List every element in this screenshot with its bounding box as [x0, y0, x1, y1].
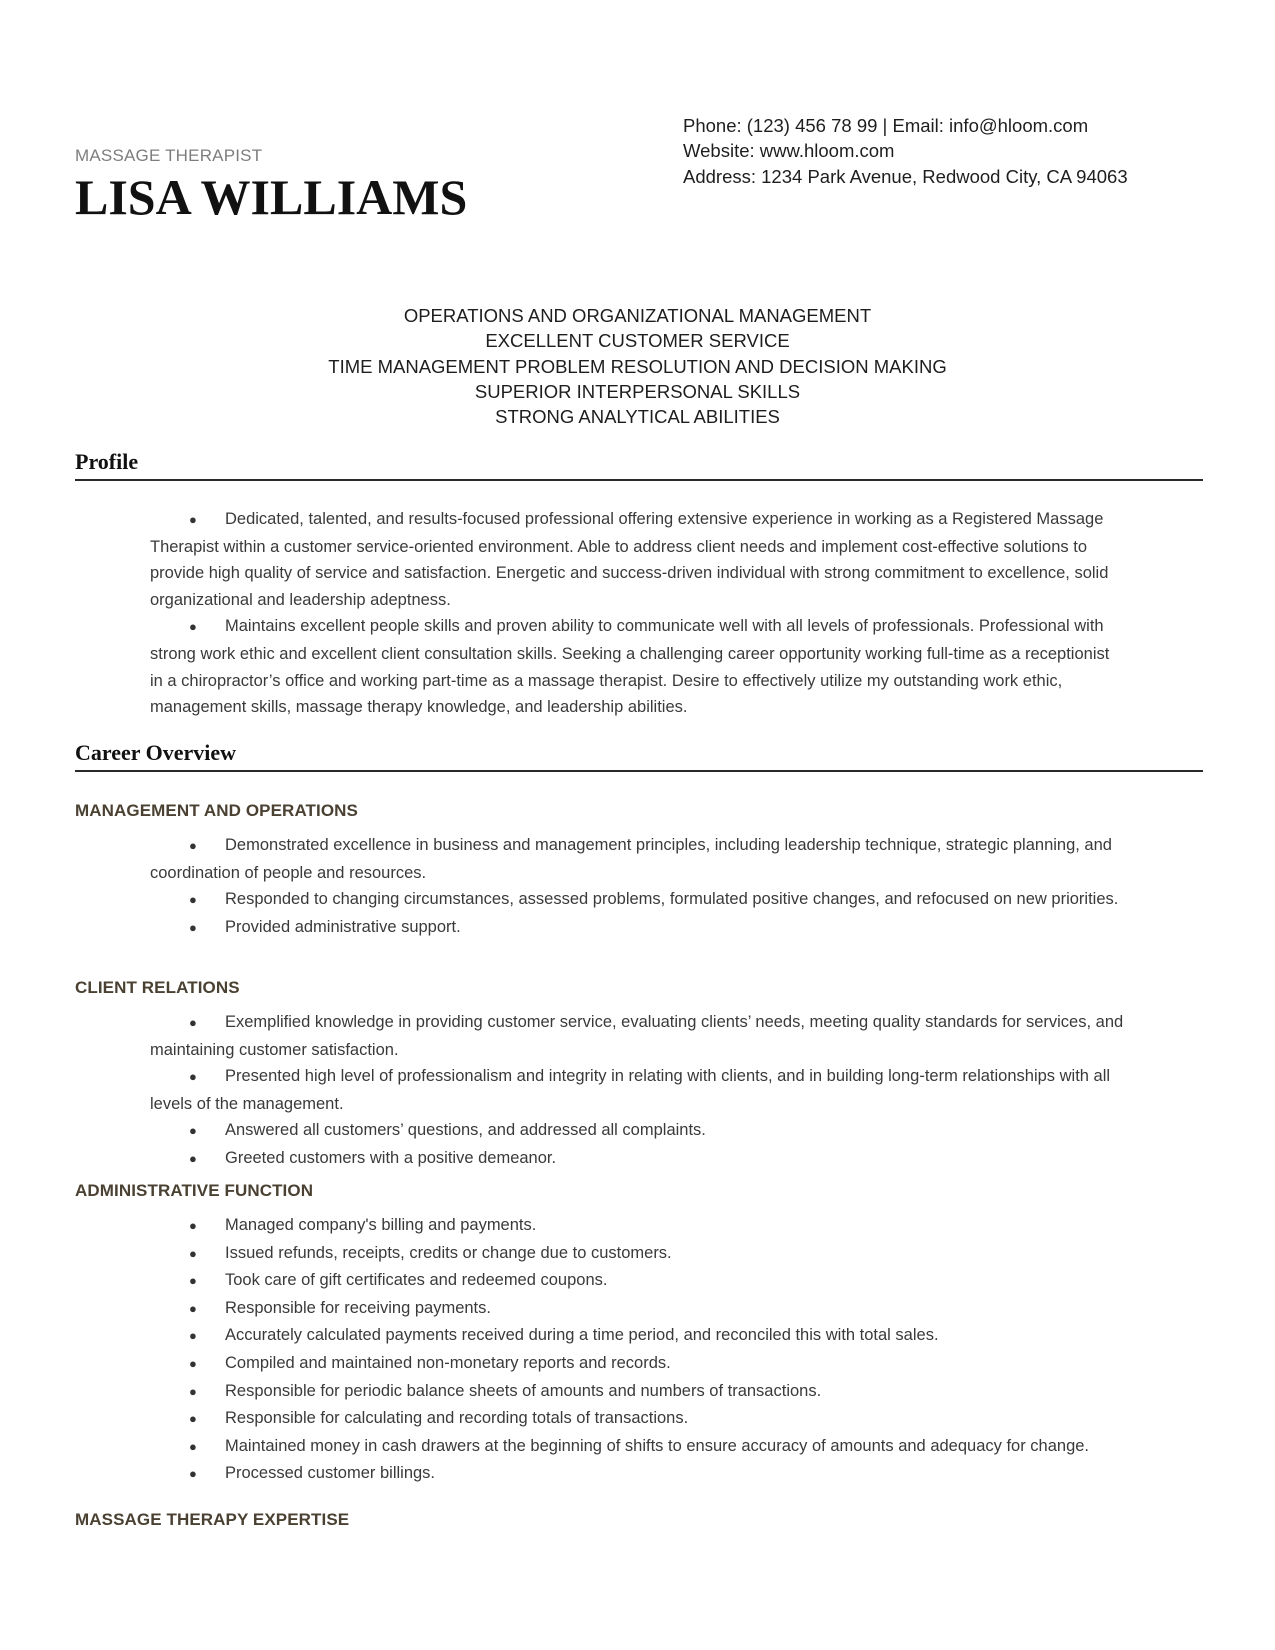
contact-block — [683, 113, 1128, 189]
management-operations-list — [75, 832, 1125, 941]
list-item-text: Maintained money in cash drawers at the beginning of shifts to ensure accuracy of amounts and adequacy for change. — [225, 1436, 1090, 1455]
list-item-text: Managed company's billing and payments. — [225, 1216, 537, 1234]
list-item: ● Maintains excellent people skills and proven ability to communicate well with all levels of professionals. Professional with strong work ethic and excellent client consultation skills. Seeking a challenging career opportunity working full-time as a receptionist in a chiropractor’s office and working part-time as a massage therapist. Desire to effectively utilize my outstanding work ethic, management skills, massage therapy knowledge, and leadership abilities. — [150, 617, 1110, 717]
massage-therapy-expertise-heading: MASSAGE THERAPY EXPERTISE — [75, 1510, 350, 1529]
list-item-text: Compiled and maintained non-monetary reports and records. — [225, 1353, 671, 1372]
list-item-text: Responsible for periodic balance sheets of amounts and numbers of transactions. — [225, 1381, 822, 1400]
list-item: ● Answered all customers’ questions, and addressed all complaints. — [189, 1121, 706, 1140]
list-item: ● Processed customer billings. — [189, 1464, 436, 1483]
list-item-text: Accurately calculated payments received during a time period, and reconciled this with total sales. — [225, 1326, 939, 1345]
list-item-text: Greeted customers with a positive demeanor. — [225, 1148, 557, 1167]
list-item: ● Compiled and maintained non-monetary reports and records. — [189, 1353, 671, 1372]
list-item: ● Exemplified knowledge in providing customer service, evaluating clients’ needs, meeting quality standards for services, and maintaining customer satisfaction. — [150, 1013, 1124, 1059]
list-item: ● Responsible for calculating and recording totals of transactions. — [189, 1409, 689, 1428]
list-item: ● Issued refunds, receipts, credits or change due to customers. — [189, 1243, 672, 1262]
list-item: ● Responsible for receiving payments. — [189, 1298, 491, 1317]
list-item: ● Managed company's billing and payments. — [189, 1216, 537, 1234]
list-item: ● Dedicated, talented, and results-focused professional offering extensive experience in working as a Registered Massage Therapist within a customer service-oriented environment. Able to address client needs and implement cost-effective solutions to provide high quality of service and satisfaction. Energetic and success-driven individual with strong commitment to excellence, solid organizational and leadership adeptness. — [150, 510, 1109, 609]
skill-item: SUPERIOR INTERPERSONAL SKILLS — [474, 380, 801, 402]
list-item-text: Responsible for receiving payments. — [225, 1298, 491, 1317]
candidate-name: LISA WILLIAMS — [75, 169, 468, 225]
list-item-text: Provided administrative support. — [225, 917, 461, 936]
list-item-text: Took care of gift certificates and redeemed coupons. — [225, 1271, 608, 1290]
contact-phone-email: Phone: (123) 456 78 99 | Email: info@hloom.com — [683, 115, 1089, 136]
list-item-text: Answered all customers’ questions, and addressed all complaints. — [225, 1121, 706, 1140]
list-item-text: Presented high level of professionalism and integrity in relating with clients, and in building long-term relationships with all levels of the management. — [150, 1067, 1111, 1113]
skill-item: STRONG ANALYTICAL ABILITIES — [495, 406, 780, 428]
contact-address: Address: 1234 Park Avenue, Redwood City, CA 94063 — [683, 165, 1128, 187]
list-item: ● Responsible for periodic balance sheets of amounts and numbers of transactions. — [189, 1381, 822, 1400]
list-item-text: Responded to changing circumstances, assessed problems, formulated positive changes, and refocused on new priorities. — [225, 890, 1119, 909]
list-item: ● Provided administrative support. — [189, 917, 461, 936]
job-title: MASSAGE THERAPIST — [75, 146, 263, 165]
list-item-text: Processed customer billings. — [225, 1464, 436, 1483]
client-relations-list — [75, 1009, 1125, 1173]
list-item-text: Dedicated, talented, and results-focused professional offering extensive experience in working as a Registered Massage Therapist within a customer service-oriented environment. Able to address client needs and implement cost-effective solutions to provide high quality of service and satisfaction. Energetic and success-driven individual with strong commitment to excellence, solid organizational and leadership adeptness. — [150, 510, 1109, 609]
list-item-text: Maintains excellent people skills and proven ability to communicate well with all levels of professionals. Professional with strong work ethic and excellent client consultation skills. Seeking a challenging career opportunity working full-time as a receptionist in a chiropractor’s office and working part-time as a massage therapist. Desire to effectively utilize my outstanding work ethic, management skills, massage therapy knowledge, and leadership abilities. — [150, 617, 1110, 717]
list-item: ● Presented high level of professionalism and integrity in relating with clients, and in building long-term relationships with all levels of the management. — [150, 1067, 1111, 1113]
skill-item: EXCELLENT CUSTOMER SERVICE — [485, 330, 790, 352]
list-item-text: Exemplified knowledge in providing customer service, evaluating clients’ needs, meeting quality standards for services, and maintaining customer satisfaction. — [150, 1013, 1124, 1059]
list-item: ● Accurately calculated payments received during a time period, and reconciled this with total sales. — [189, 1326, 939, 1345]
management-operations-heading: MANAGEMENT AND OPERATIONS — [75, 801, 358, 820]
profile-body — [75, 506, 1125, 721]
skills-summary — [0, 303, 1275, 429]
list-item: ● Responded to changing circumstances, assessed problems, formulated positive changes, and refocused on new priorities. — [189, 890, 1119, 909]
client-relations-heading: CLIENT RELATIONS — [75, 978, 240, 997]
career-overview-heading: Career Overview — [75, 740, 1203, 772]
list-item: ● Demonstrated excellence in business and management principles, including leadership technique, strategic planning, and coordination of people and resources. — [150, 836, 1112, 882]
list-item-text: Responsible for calculating and recording totals of transactions. — [225, 1409, 689, 1428]
list-item: ● Took care of gift certificates and redeemed coupons. — [189, 1271, 608, 1290]
administrative-function-list — [75, 1212, 1125, 1488]
list-item-text: Issued refunds, receipts, credits or change due to customers. — [225, 1243, 672, 1262]
skill-item: TIME MANAGEMENT PROBLEM RESOLUTION AND DECISION MAKING — [328, 355, 947, 377]
contact-website: Website: www.hloom.com — [683, 140, 895, 162]
resume-header — [75, 146, 467, 225]
profile-heading: Profile — [75, 449, 1203, 481]
list-item: ● Maintained money in cash drawers at the beginning of shifts to ensure accuracy of amounts and adequacy for change. — [189, 1436, 1090, 1455]
list-item-text: Demonstrated excellence in business and management principles, including leadership technique, strategic planning, and coordination of people and resources. — [150, 836, 1112, 882]
skill-item: OPERATIONS AND ORGANIZATIONAL MANAGEMENT — [403, 305, 872, 326]
administrative-function-heading: ADMINISTRATIVE FUNCTION — [75, 1181, 314, 1200]
list-item: ● Greeted customers with a positive demeanor. — [189, 1148, 557, 1167]
